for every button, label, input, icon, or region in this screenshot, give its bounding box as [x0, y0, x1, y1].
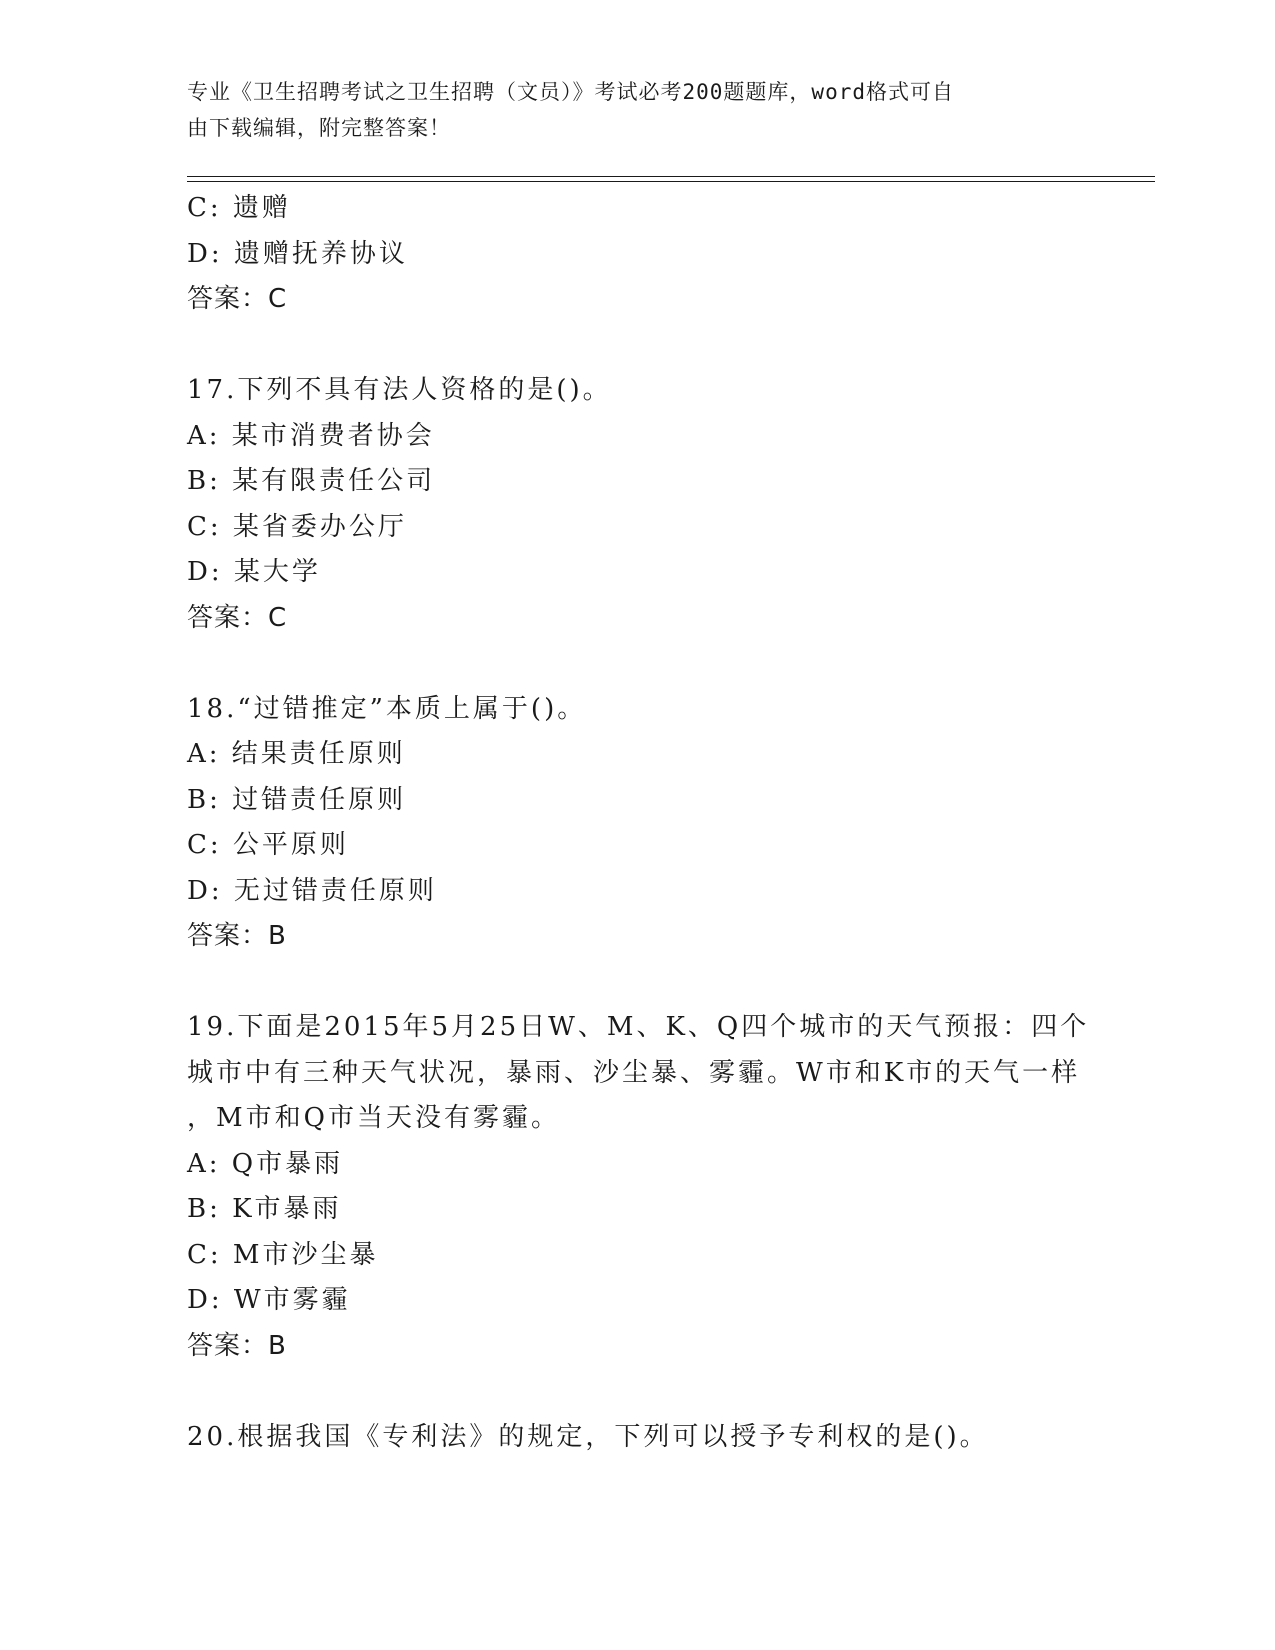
question-19 [187, 1005, 1090, 1369]
option-d: D: 某大学 [187, 557, 321, 587]
header-line-2: 由下载编辑，附完整答案！ [187, 116, 451, 140]
option-d: D: W市雾霾 [187, 1285, 351, 1315]
header-divider [187, 176, 1155, 182]
option-a: A: 结果责任原则 [187, 739, 406, 769]
spacer [187, 1369, 1087, 1415]
option-b: B: 过错责任原则 [187, 784, 407, 815]
header-line-1: 专业《卫生招聘考试之卫生招聘（文员）》考试必考200题题库，word格式可自 [187, 80, 954, 104]
option-b: B: 某有限责任公司 [187, 466, 436, 496]
question-stem: 17.下列不具有法人资格的是()。 [187, 375, 612, 405]
answer: 答案：B [187, 921, 287, 951]
question-stem: 18.“过错推定”本质上属于()。 [187, 693, 587, 724]
question-18 [187, 687, 1087, 960]
question-20 [187, 1415, 1087, 1461]
spacer [187, 641, 1087, 687]
answer: 答案：C [187, 284, 288, 314]
option-c: C: 某省委办公厅 [187, 511, 407, 542]
option-c: C: 遗赠 [187, 193, 291, 223]
question-16-tail [187, 186, 1087, 323]
option-a: A: 某市消费者协会 [187, 420, 435, 451]
option-d: D: 无过错责任原则 [187, 875, 437, 906]
question-stem: 20.根据我国《专利法》的规定，下列可以授予专利权的是()。 [187, 1421, 989, 1452]
option-c: C: 公平原则 [187, 830, 349, 860]
answer: 答案：B [187, 1330, 287, 1361]
question-stem-line-2: 城市中有三种天气状况，暴雨、沙尘暴、雾霾。W市和K市的天气一样 [187, 1057, 1081, 1088]
option-b: B: K市暴雨 [187, 1194, 342, 1224]
document-body [187, 186, 1090, 1460]
question-stem-line-1: 19.下面是2015年5月25日W、M、K、Q四个城市的天气预报：四个 [187, 1012, 1090, 1042]
question-17 [187, 368, 1087, 641]
answer: 答案：C [187, 602, 288, 633]
page-header [187, 74, 1067, 146]
option-c: C: M市沙尘暴 [187, 1239, 379, 1270]
option-d: D: 遗赠抚养协议 [187, 238, 408, 269]
spacer [187, 323, 1087, 369]
option-a: A: Q市暴雨 [187, 1148, 344, 1179]
question-stem-line-3: ，M市和Q市当天没有雾霾。 [187, 1103, 560, 1133]
spacer [187, 960, 1087, 1006]
